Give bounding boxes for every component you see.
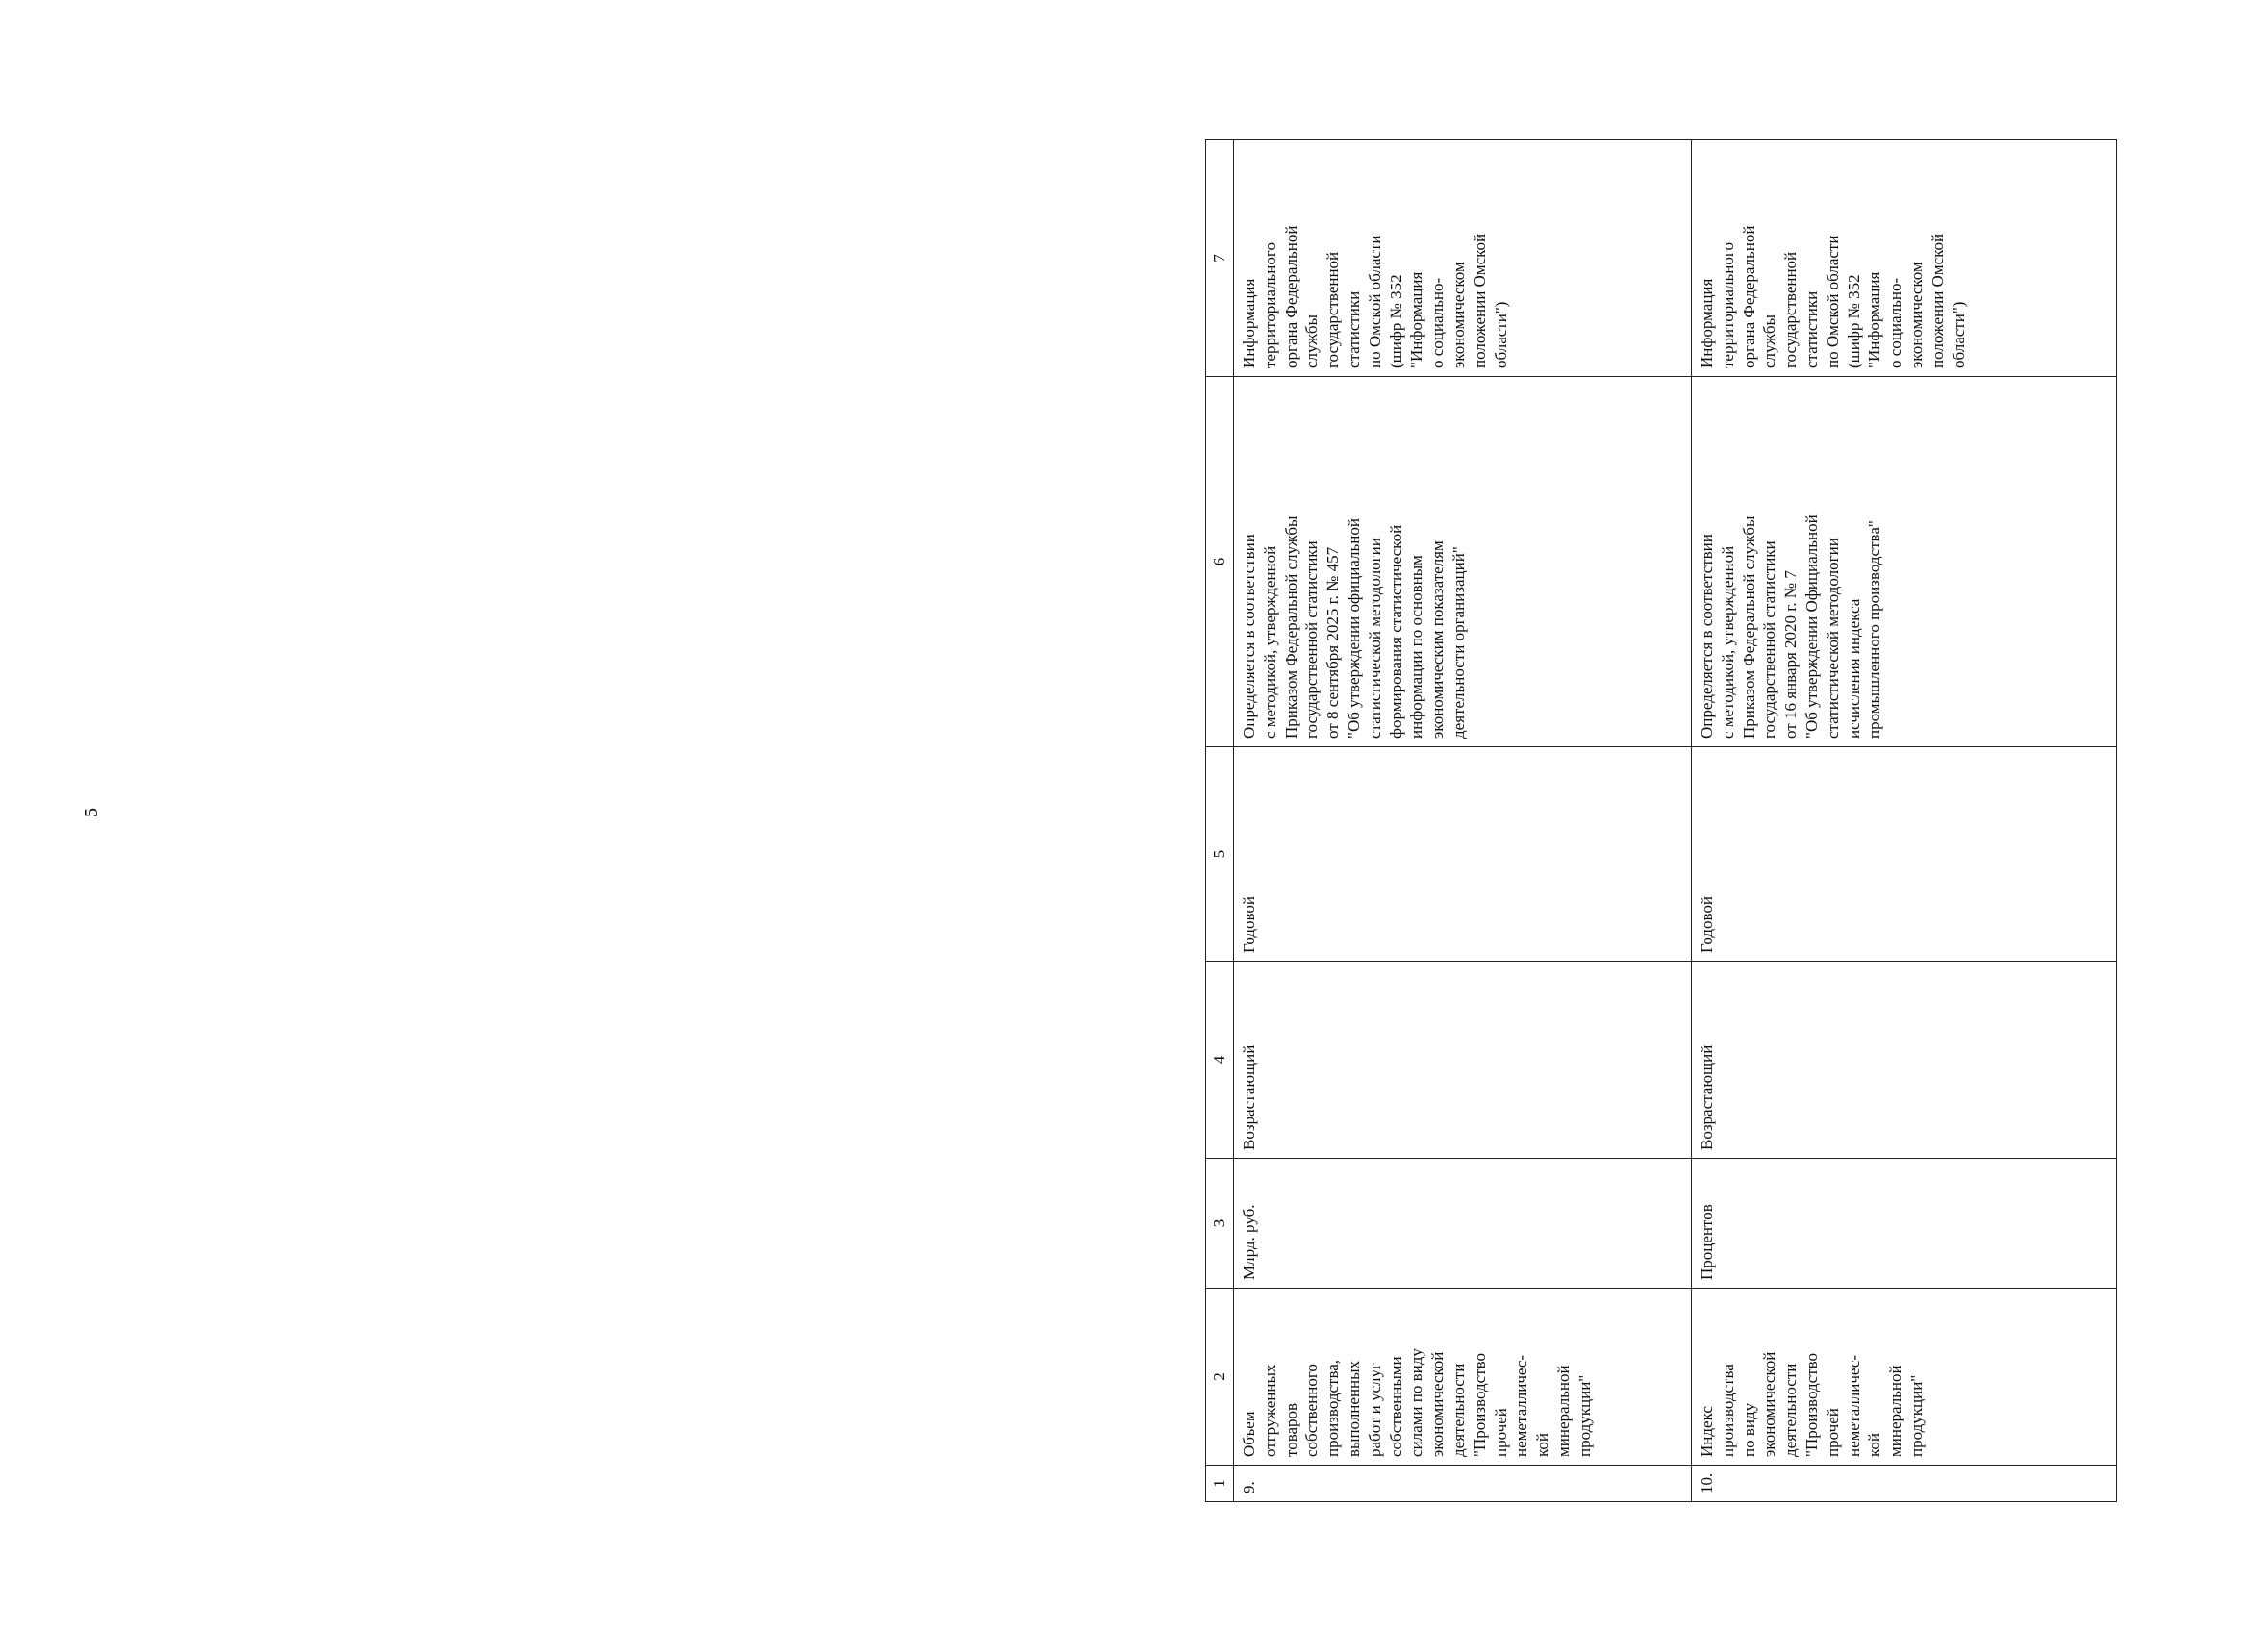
data-source: Информация территориального органа Федеральной службы государственной статистики по Омской области (шифр № 352 "Информация о социально- экономическом положении Омской области") [1692,140,2117,377]
header-cell-1: 1 [1206,1466,1234,1502]
header-cell-2: 2 [1206,1289,1234,1466]
header-cell-5: 5 [1206,747,1234,962]
page-number: 5 [81,808,102,817]
indicator-name: Индекс производства по виду экономической деятельности "Производство прочей неметалличес- кой минеральной продукции" [1692,1289,2117,1466]
unit-of-measure: Млрд. руб. [1234,1159,1692,1289]
table-row [1692,140,2117,1502]
periodicity: Годовой [1234,747,1692,962]
indicators-table [1205,139,2117,1502]
calculation-method: Определяется в соответствии с методикой, утвержденной Приказом Федеральной службы государственной статистики от 8 сентября 2025 г. № 457 "Об утверждении официальной статистической методологии формирования статистической информации по основным экономическим показателям деятельности организаций" [1234,377,1692,747]
header-cell-6: 6 [1206,377,1234,747]
row-number: 10. [1692,1466,2117,1502]
header-row [1206,140,1234,1502]
indicator-name: Объем отгруженных товаров собственного производства, выполненных работ и услуг собственными силами по виду экономической деятельности "Производство прочей неметалличес- кой минеральной продукции" [1234,1289,1692,1466]
direction: Возрастающий [1234,962,1692,1159]
rotated-table-container [1205,140,2268,1502]
header-cell-4: 4 [1206,962,1234,1159]
data-source: Информация территориального органа Федеральной службы государственной статистики по Омской области (шифр № 352 "Информация о социально- экономическом положении Омской области") [1234,140,1692,377]
periodicity: Годовой [1692,747,2117,962]
table-row [1234,140,1692,1502]
row-number: 9. [1234,1466,1692,1502]
direction: Возрастающий [1692,962,2117,1159]
calculation-method: Определяется в соответствии с методикой, утвержденной Приказом Федеральной службы государственной статистики от 16 января 2020 г. № 7 "Об утверждении Официальной статистической методологии исчисления индекса промышленного производства" [1692,377,2117,747]
unit-of-measure: Процентов [1692,1159,2117,1289]
header-cell-7: 7 [1206,140,1234,377]
header-cell-3: 3 [1206,1159,1234,1289]
